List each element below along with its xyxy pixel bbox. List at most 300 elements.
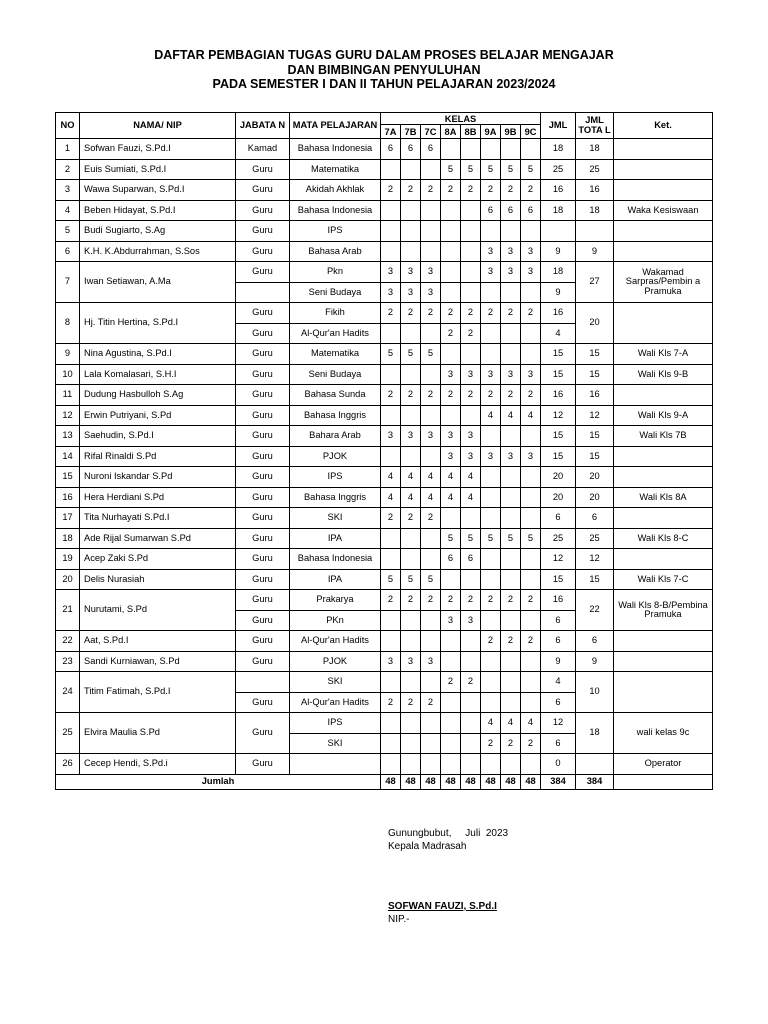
kelas-hours-8b: 2 — [461, 590, 481, 611]
header-kelas-7c: 7C — [421, 125, 441, 139]
kelas-hours-9a — [481, 467, 501, 488]
kelas-hours-7b — [401, 241, 421, 262]
kelas-hours-8b — [461, 508, 481, 529]
table-row — [56, 385, 713, 406]
kelas-hours-9b: 2 — [501, 303, 521, 324]
subject-jml: 4 — [541, 323, 576, 344]
row-no: 19 — [56, 549, 80, 570]
kelas-hours-7c — [421, 446, 441, 467]
teacher-jml-total: 10 — [576, 672, 614, 713]
subject-jml: 15 — [541, 569, 576, 590]
kelas-hours-8a — [441, 405, 461, 426]
teacher-ket: Operator — [614, 754, 713, 775]
subject-jml: 9 — [541, 241, 576, 262]
subject-jabatan: Guru — [236, 590, 290, 611]
kelas-hours-8b — [461, 405, 481, 426]
kelas-hours-9a: 5 — [481, 159, 501, 180]
subject-name: IPS — [290, 221, 381, 242]
kelas-hours-7b — [401, 713, 421, 734]
row-no: 5 — [56, 221, 80, 242]
row-no: 9 — [56, 344, 80, 365]
teacher-jml-total: 9 — [576, 241, 614, 262]
subject-jabatan: Guru — [236, 467, 290, 488]
subject-jabatan: Guru — [236, 405, 290, 426]
kelas-hours-9b — [501, 487, 521, 508]
teacher-ket — [614, 631, 713, 652]
subject-jml: 18 — [541, 262, 576, 283]
header-nama-nip: NAMA/ NIP — [80, 113, 236, 139]
kelas-hours-8b — [461, 241, 481, 262]
teacher-ket — [614, 508, 713, 529]
teacher-name: Lala Komalasari, S.H.I — [80, 364, 236, 385]
subject-name: Bahasa Inggris — [290, 487, 381, 508]
kelas-hours-9b — [501, 549, 521, 570]
subject-jabatan: Guru — [236, 549, 290, 570]
header-kelas-9b: 9B — [501, 125, 521, 139]
kelas-hours-8b: 5 — [461, 159, 481, 180]
teacher-jml-total: 18 — [576, 713, 614, 754]
kelas-hours-7b: 3 — [401, 282, 421, 303]
kelas-hours-8a — [441, 651, 461, 672]
kelas-hours-9b: 3 — [501, 241, 521, 262]
header-jml: JML — [541, 113, 576, 139]
kelas-hours-9c: 5 — [521, 159, 541, 180]
title-line-2: DAN BIMBINGAN PENYULUHAN — [287, 62, 481, 77]
subject-jabatan: Guru — [236, 180, 290, 201]
kelas-hours-9b: 2 — [501, 180, 521, 201]
kelas-hours-9c — [521, 139, 541, 160]
kelas-hours-8b: 2 — [461, 180, 481, 201]
teacher-ket — [614, 139, 713, 160]
kelas-hours-7b: 3 — [401, 262, 421, 283]
subject-jml: 12 — [541, 405, 576, 426]
table-row — [56, 651, 713, 672]
subject-name: Bahasa Inggris — [290, 405, 381, 426]
kelas-hours-9c: 3 — [521, 446, 541, 467]
row-no: 22 — [56, 631, 80, 652]
row-no: 6 — [56, 241, 80, 262]
teacher-ket: Wali Kls 9-B — [614, 364, 713, 385]
kelas-hours-9a — [481, 651, 501, 672]
kelas-hours-7a — [381, 405, 401, 426]
teacher-ket — [614, 446, 713, 467]
kelas-hours-9c — [521, 672, 541, 693]
subject-jabatan: Guru — [236, 241, 290, 262]
subject-jabatan: Guru — [236, 303, 290, 324]
kelas-hours-9b: 2 — [501, 733, 521, 754]
teacher-jml-total: 18 — [576, 139, 614, 160]
row-no: 10 — [56, 364, 80, 385]
teacher-ket — [614, 303, 713, 344]
kelas-hours-8b: 5 — [461, 528, 481, 549]
teacher-jml-total: 22 — [576, 590, 614, 631]
signature-place-date: Gunungbubut, Juli 2023 — [388, 828, 509, 839]
kelas-hours-8b — [461, 344, 481, 365]
teacher-ket — [614, 241, 713, 262]
kelas-hours-7a — [381, 631, 401, 652]
kelas-hours-7b: 2 — [401, 385, 421, 406]
subject-jml: 16 — [541, 590, 576, 611]
table-row — [56, 631, 713, 652]
kelas-hours-9b: 2 — [501, 590, 521, 611]
kelas-hours-7a: 4 — [381, 467, 401, 488]
kelas-hours-7b — [401, 528, 421, 549]
row-no: 24 — [56, 672, 80, 713]
kelas-hours-8a: 2 — [441, 180, 461, 201]
kelas-hours-9c — [521, 610, 541, 631]
kelas-hours-7a — [381, 323, 401, 344]
kelas-hours-8a: 2 — [441, 590, 461, 611]
kelas-hours-7b: 5 — [401, 569, 421, 590]
kelas-hours-8a — [441, 631, 461, 652]
kelas-hours-7c — [421, 323, 441, 344]
subject-jml: 16 — [541, 303, 576, 324]
kelas-hours-9b: 4 — [501, 713, 521, 734]
kelas-hours-9c — [521, 651, 541, 672]
kelas-hours-9b: 3 — [501, 262, 521, 283]
teacher-name: Aat, S.Pd.I — [80, 631, 236, 652]
teacher-name: Wawa Suparwan, S.Pd.I — [80, 180, 236, 201]
teacher-ket: Wali Kls 9-A — [614, 405, 713, 426]
teacher-name: Rifal Rinaldi S.Pd — [80, 446, 236, 467]
kelas-hours-9a: 4 — [481, 713, 501, 734]
kelas-hours-7a: 2 — [381, 303, 401, 324]
kelas-hours-8a: 3 — [441, 364, 461, 385]
kelas-hours-8a — [441, 754, 461, 775]
subject-jabatan: Guru — [236, 323, 290, 344]
totals-label: Jumlah — [56, 774, 381, 789]
subject-name: Bahasa Indonesia — [290, 200, 381, 221]
subject-jabatan: Guru — [236, 221, 290, 242]
subject-name: Bahasa Indonesia — [290, 549, 381, 570]
kelas-hours-9a: 4 — [481, 405, 501, 426]
kelas-hours-9c — [521, 426, 541, 447]
row-no: 2 — [56, 159, 80, 180]
teacher-name: K.H. K.Abdurrahman, S.Sos — [80, 241, 236, 262]
kelas-hours-7b — [401, 610, 421, 631]
subject-name: IPA — [290, 528, 381, 549]
kelas-hours-7c — [421, 631, 441, 652]
kelas-hours-7c: 2 — [421, 590, 441, 611]
subject-jml: 4 — [541, 672, 576, 693]
subject-jabatan: Guru — [236, 651, 290, 672]
kelas-hours-7c: 2 — [421, 508, 441, 529]
kelas-hours-9a — [481, 610, 501, 631]
teacher-jml-total: 18 — [576, 200, 614, 221]
kelas-hours-7b: 6 — [401, 139, 421, 160]
kelas-hours-9a — [481, 508, 501, 529]
kelas-hours-7b — [401, 754, 421, 775]
kelas-hours-8b: 3 — [461, 426, 481, 447]
kelas-hours-9a: 2 — [481, 631, 501, 652]
subject-name: SKI — [290, 508, 381, 529]
kelas-hours-7a — [381, 159, 401, 180]
subject-name: Al-Qur'an Hadits — [290, 692, 381, 713]
signature-block — [388, 828, 508, 853]
row-no: 14 — [56, 446, 80, 467]
subject-jml: 16 — [541, 385, 576, 406]
kelas-hours-8b: 4 — [461, 487, 481, 508]
kelas-hours-9c: 2 — [521, 631, 541, 652]
teacher-name: Titim Fatimah, S.Pd.I — [80, 672, 236, 713]
kelas-hours-7c — [421, 241, 441, 262]
kelas-hours-8a — [441, 241, 461, 262]
row-no: 13 — [56, 426, 80, 447]
kelas-hours-9b — [501, 569, 521, 590]
signature-role: Kepala Madrasah — [388, 840, 467, 852]
kelas-hours-7b — [401, 733, 421, 754]
subject-name: Prakarya — [290, 590, 381, 611]
kelas-hours-7c — [421, 672, 441, 693]
header-mata-pelajaran: MATA PELAJARAN — [290, 113, 381, 139]
subject-jabatan: Guru — [236, 631, 290, 652]
teacher-ket: Wali Kls 8A — [614, 487, 713, 508]
kelas-hours-9a: 3 — [481, 262, 501, 283]
subject-name: PKn — [290, 610, 381, 631]
kelas-hours-9b: 3 — [501, 364, 521, 385]
kelas-hours-9c: 3 — [521, 241, 541, 262]
teacher-jml-total: 16 — [576, 180, 614, 201]
kelas-hours-7a: 4 — [381, 487, 401, 508]
row-no: 20 — [56, 569, 80, 590]
table-row — [56, 590, 713, 611]
kelas-hours-9c: 6 — [521, 200, 541, 221]
teacher-ket: Wali Kls 8-C — [614, 528, 713, 549]
kelas-hours-8b — [461, 651, 481, 672]
subject-jabatan: Guru — [236, 200, 290, 221]
row-no: 16 — [56, 487, 80, 508]
kelas-hours-7b — [401, 221, 421, 242]
signature-name: SOFWAN FAUZI, S.Pd.I — [388, 901, 497, 912]
kelas-hours-9a — [481, 282, 501, 303]
kelas-hours-7b: 2 — [401, 303, 421, 324]
teacher-jml-total: 6 — [576, 631, 614, 652]
subject-jabatan — [236, 672, 290, 693]
kelas-hours-9b — [501, 508, 521, 529]
kelas-hours-9a — [481, 754, 501, 775]
teacher-name: Ade Rijal Sumarwan S.Pd — [80, 528, 236, 549]
teacher-ket — [614, 385, 713, 406]
table-row — [56, 241, 713, 262]
teacher-name: Cecep Hendi, S.Pd.i — [80, 754, 236, 775]
kelas-hours-8b — [461, 200, 481, 221]
kelas-hours-8a — [441, 569, 461, 590]
kelas-hours-8b — [461, 631, 481, 652]
teacher-name: Nuroni Iskandar S.Pd — [80, 467, 236, 488]
teacher-name: Elvira Maulia S.Pd — [80, 713, 236, 754]
kelas-hours-7c: 2 — [421, 692, 441, 713]
total-jml-total: 384 — [576, 774, 614, 789]
kelas-hours-7c — [421, 221, 441, 242]
teacher-ket: Wali Kls 7-C — [614, 569, 713, 590]
subject-name: SKI — [290, 672, 381, 693]
kelas-hours-9a — [481, 344, 501, 365]
kelas-hours-7a — [381, 549, 401, 570]
table-row — [56, 569, 713, 590]
subject-jabatan: Guru — [236, 508, 290, 529]
subject-jml: 15 — [541, 364, 576, 385]
total-kelas-9b: 48 — [501, 774, 521, 789]
subject-jabatan: Guru — [236, 692, 290, 713]
title-line-3: PADA SEMESTER I DAN II TAHUN PELAJARAN 2023/2024 — [212, 77, 556, 91]
teacher-ket — [614, 672, 713, 713]
kelas-hours-9b — [501, 610, 521, 631]
subject-jml: 20 — [541, 487, 576, 508]
subject-name: PJOK — [290, 446, 381, 467]
kelas-hours-9b: 3 — [501, 446, 521, 467]
teacher-jabatan: Guru — [236, 713, 290, 754]
kelas-hours-9a — [481, 139, 501, 160]
document-title — [0, 48, 768, 92]
kelas-hours-7c — [421, 713, 441, 734]
kelas-hours-8a: 4 — [441, 487, 461, 508]
teacher-jml-total: 12 — [576, 405, 614, 426]
kelas-hours-9a: 6 — [481, 200, 501, 221]
kelas-hours-8b: 2 — [461, 323, 481, 344]
subject-jabatan: Guru — [236, 344, 290, 365]
subject-jml: 25 — [541, 528, 576, 549]
kelas-hours-7a: 3 — [381, 651, 401, 672]
kelas-hours-9b — [501, 672, 521, 693]
kelas-hours-9c — [521, 282, 541, 303]
kelas-hours-7c: 2 — [421, 180, 441, 201]
kelas-hours-7c: 5 — [421, 569, 441, 590]
subject-name: Seni Budaya — [290, 282, 381, 303]
kelas-hours-9b: 2 — [501, 631, 521, 652]
row-no: 4 — [56, 200, 80, 221]
total-ket — [614, 774, 713, 789]
kelas-hours-8b — [461, 139, 481, 160]
kelas-hours-7a — [381, 754, 401, 775]
kelas-hours-7c: 4 — [421, 487, 441, 508]
total-kelas-7b: 48 — [401, 774, 421, 789]
kelas-hours-7b — [401, 405, 421, 426]
kelas-hours-7b: 2 — [401, 692, 421, 713]
row-no: 25 — [56, 713, 80, 754]
kelas-hours-9a: 3 — [481, 446, 501, 467]
teacher-name: Erwin Putriyani, S.Pd — [80, 405, 236, 426]
kelas-hours-7b — [401, 159, 421, 180]
kelas-hours-8a: 4 — [441, 467, 461, 488]
table-row — [56, 549, 713, 570]
subject-name: Pkn — [290, 262, 381, 283]
teaching-assignment-table — [55, 112, 713, 790]
subject-jml: 15 — [541, 426, 576, 447]
kelas-hours-7c — [421, 200, 441, 221]
kelas-hours-7c: 3 — [421, 282, 441, 303]
kelas-hours-7c — [421, 549, 441, 570]
teacher-name: Hera Herdiani S.Pd — [80, 487, 236, 508]
subject-jabatan: Guru — [236, 262, 290, 283]
table-row — [56, 426, 713, 447]
subject-name: SKI — [290, 733, 381, 754]
total-kelas-9c: 48 — [521, 774, 541, 789]
kelas-hours-9b — [501, 692, 521, 713]
kelas-hours-9c — [521, 221, 541, 242]
teacher-name: Saehudin, S.Pd.I — [80, 426, 236, 447]
teacher-jml-total: 27 — [576, 262, 614, 303]
table-row — [56, 364, 713, 385]
kelas-hours-8a — [441, 139, 461, 160]
kelas-hours-8b: 3 — [461, 446, 481, 467]
kelas-hours-8b — [461, 713, 481, 734]
subject-name: Matematika — [290, 159, 381, 180]
kelas-hours-7b: 2 — [401, 508, 421, 529]
kelas-hours-7a: 5 — [381, 569, 401, 590]
kelas-hours-9a: 2 — [481, 385, 501, 406]
teacher-name: Sofwan Fauzi, S.Pd.I — [80, 139, 236, 160]
teacher-jml-total: 20 — [576, 487, 614, 508]
subject-jml: 6 — [541, 508, 576, 529]
kelas-hours-7a — [381, 672, 401, 693]
kelas-hours-7b: 3 — [401, 651, 421, 672]
kelas-hours-7c: 3 — [421, 426, 441, 447]
kelas-hours-9a — [481, 692, 501, 713]
subject-jml: 12 — [541, 713, 576, 734]
teacher-ket: Wali Kls 7B — [614, 426, 713, 447]
kelas-hours-9c: 3 — [521, 364, 541, 385]
teacher-jml-total: 20 — [576, 303, 614, 344]
teacher-jml-total — [576, 221, 614, 242]
kelas-hours-9a: 5 — [481, 528, 501, 549]
kelas-hours-8a: 5 — [441, 528, 461, 549]
teacher-jml-total: 25 — [576, 528, 614, 549]
kelas-hours-9b — [501, 426, 521, 447]
table-row — [56, 487, 713, 508]
kelas-hours-7c — [421, 364, 441, 385]
kelas-hours-8a: 2 — [441, 323, 461, 344]
total-kelas-8b: 48 — [461, 774, 481, 789]
subject-jml: 15 — [541, 446, 576, 467]
kelas-hours-8a — [441, 200, 461, 221]
kelas-hours-9b — [501, 282, 521, 303]
kelas-hours-9a — [481, 221, 501, 242]
row-no: 1 — [56, 139, 80, 160]
subject-jabatan: Guru — [236, 446, 290, 467]
table-row — [56, 754, 713, 775]
kelas-hours-7a — [381, 364, 401, 385]
subject-jml: 9 — [541, 651, 576, 672]
table-row — [56, 508, 713, 529]
kelas-hours-8a: 2 — [441, 385, 461, 406]
total-kelas-8a: 48 — [441, 774, 461, 789]
subject-jabatan: Guru — [236, 528, 290, 549]
kelas-hours-9c: 4 — [521, 713, 541, 734]
teacher-ket: Wakamad Sarpras/Pembin a Pramuka — [614, 262, 713, 303]
teacher-jml-total: 15 — [576, 364, 614, 385]
kelas-hours-7c: 3 — [421, 651, 441, 672]
kelas-hours-9a: 3 — [481, 364, 501, 385]
kelas-hours-9a — [481, 426, 501, 447]
kelas-hours-9a: 2 — [481, 590, 501, 611]
kelas-hours-8a: 6 — [441, 549, 461, 570]
kelas-hours-7a — [381, 221, 401, 242]
kelas-hours-9c — [521, 487, 541, 508]
row-no: 18 — [56, 528, 80, 549]
teacher-ket: Waka Kesiswaan — [614, 200, 713, 221]
kelas-hours-9b — [501, 467, 521, 488]
subject-name: Bahara Arab — [290, 426, 381, 447]
table-row — [56, 405, 713, 426]
teacher-ket — [614, 180, 713, 201]
kelas-hours-7a: 5 — [381, 344, 401, 365]
kelas-hours-7b: 4 — [401, 487, 421, 508]
header-ket: Ket. — [614, 113, 713, 139]
kelas-hours-7c — [421, 733, 441, 754]
row-no: 8 — [56, 303, 80, 344]
teacher-ket: wali kelas 9c — [614, 713, 713, 754]
teacher-name: Iwan Setiawan, A.Ma — [80, 262, 236, 303]
